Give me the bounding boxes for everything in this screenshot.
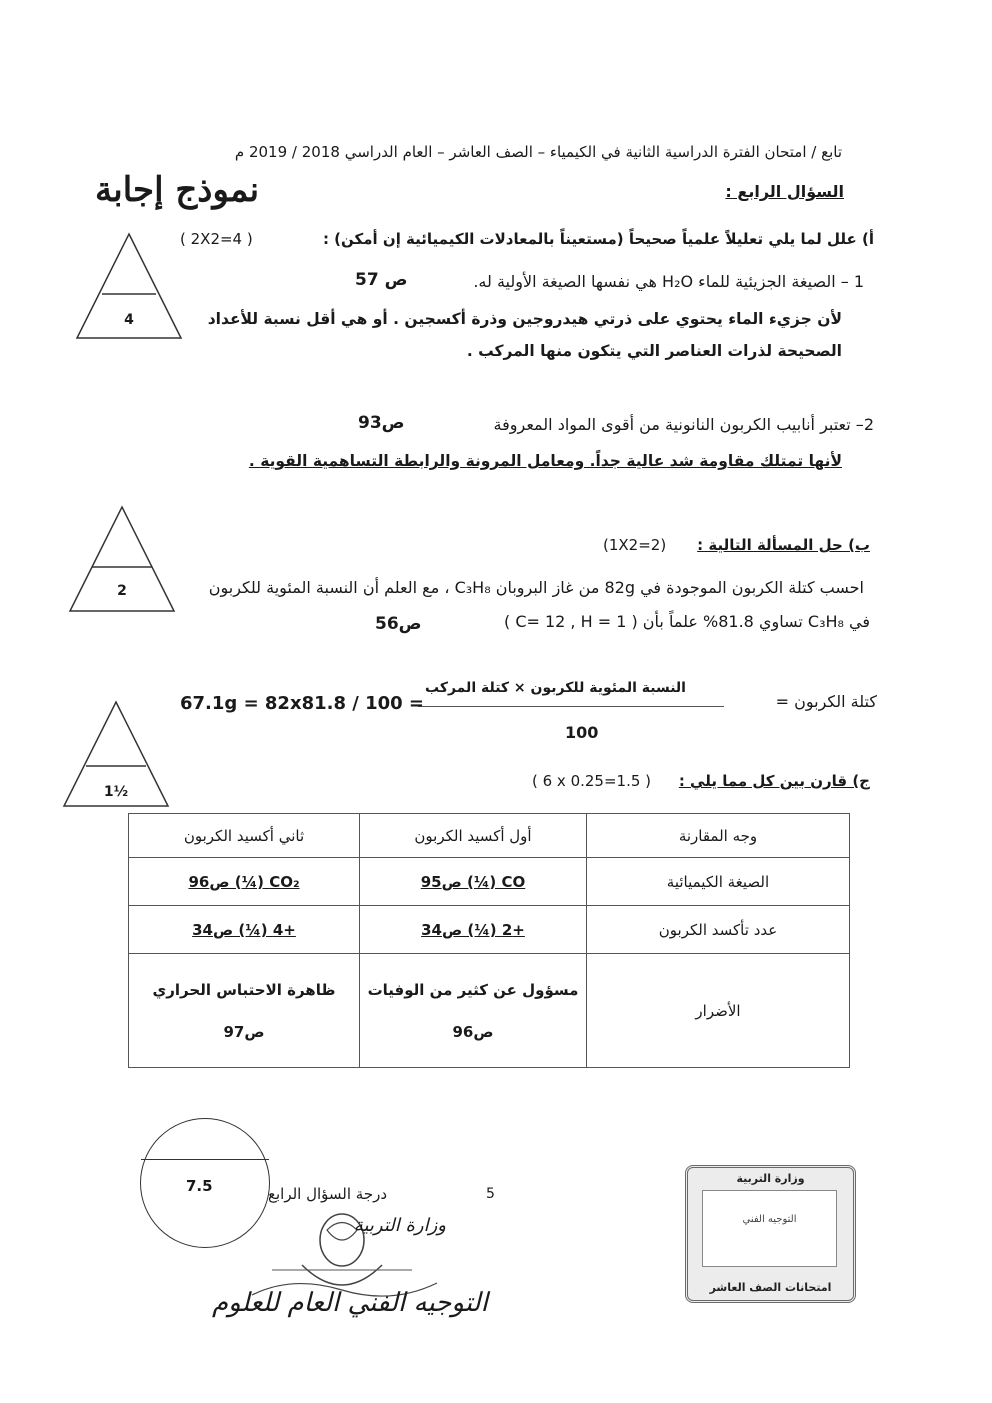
fraction-line (418, 706, 724, 707)
cell-co-harm (360, 954, 587, 1068)
part-b-title: ب) حل المسألة التالية : (697, 536, 870, 554)
part-a-score: ( 2X2=4 ) (180, 230, 253, 248)
part-a-instruction (323, 230, 874, 248)
triangle-score-c: 1½ (103, 784, 129, 800)
formula-result: 67.1g = 82x81.8 / 100 = (180, 693, 425, 714)
score-triangle-b (68, 505, 176, 613)
cell-co-oxidation: +2 (¼) ص34 (360, 906, 587, 954)
score-triangle-a (75, 232, 183, 340)
part-a-q1-page-ref: ص 57 (355, 270, 408, 290)
part-a-q2-page-ref: ص93 (358, 413, 405, 433)
signature-ministry: وزارة التربية (353, 1215, 446, 1236)
part-c-title: ج) قارن بين كل مما يلي : (678, 772, 870, 790)
signature-department: التوجيه الفني العام للعلوم (212, 1288, 488, 1318)
total-score-circle-line (141, 1159, 269, 1160)
official-stamp (685, 1165, 856, 1303)
row-label-oxidation: عدد تأكسد الكربون (587, 906, 850, 954)
table-row (129, 954, 850, 1068)
stamp-middle-text: التوجيه الفني (742, 1214, 797, 1225)
cell-co2-formula: CO₂ (¼) ص96 (129, 858, 360, 906)
cell-co2-oxidation: +4 (¼) ص34 (129, 906, 360, 954)
part-b-line1: احسب كتلة الكربون الموجودة في 82g من غاز البروبان C₃H₈ ، مع العلم أن النسبة المئوية للكربون (208, 578, 864, 597)
cell-co2-harm-text: ظاهرة الاحتباس الحراري (152, 980, 336, 999)
cell-co-formula: CO (¼) ص95 (360, 858, 587, 906)
score-triangle-c (62, 700, 170, 808)
table-row (129, 858, 850, 906)
table-header-co: أول أكسيد الكربون (360, 814, 587, 858)
cell-co2-harm (129, 954, 360, 1068)
part-c-score: ( 6 x 0.25=1.5 ) (532, 772, 652, 790)
part-a-instruction-text: أ) علل لما يلي تعليلاً علمياً صحيحاً (مستعيناً بالمعادلات الكيميائية إن أمكن) : (322, 230, 874, 248)
table-header-row (129, 814, 850, 858)
total-score-label: درجة السؤال الرابع (268, 1185, 388, 1203)
row-label-harm: الأضرار (587, 954, 850, 1068)
part-b-line2: في C₃H₈ تساوي 81.8% علماً بأن ( C= 12 , H = 1 ) (503, 612, 870, 631)
exam-header-line: تابع / امتحان الفترة الدراسية الثانية في الكيمياء – الصف العاشر – العام الدراسي 2018 / 2019 م (234, 143, 842, 161)
stamp-bottom-text: امتحانات الصف العاشر (709, 1281, 832, 1294)
table-header-aspect: وجه المقارنة (587, 814, 850, 858)
part-a-q1-answer-2: الصحيحة لذرات العناصر التي يتكون منها المركب . (466, 342, 842, 360)
formula-label: كتلة الكربون = (775, 692, 877, 711)
comparison-table (128, 813, 850, 1068)
stamp-inner-box (702, 1190, 837, 1267)
triangle-score-b: 2 (117, 583, 127, 599)
formula-numerator: النسبة المئوية للكربون × كتلة المركب (425, 680, 686, 696)
page-number: 5 (486, 1186, 495, 1202)
table-header-co2: ثاني أكسيد الكربون (129, 814, 360, 858)
part-b-page-ref: ص56 (375, 614, 422, 634)
triangle-score-a: 4 (124, 312, 134, 328)
total-score-value: 7.5 (186, 1177, 213, 1195)
model-answer-title: نموذج إجابة (95, 170, 260, 210)
part-b-score: (1X2=2) (603, 536, 667, 554)
formula-denominator: 100 (565, 723, 599, 742)
part-a-q1-answer-1: لأن جزيء الماء يحتوي على ذرتي هيدروجين وذرة أكسجين . أو هي أقل نسبة للأعداد (207, 310, 842, 328)
part-a-q1-text: 1 – الصيغة الجزيئية للماء H₂O هي نفسها الصيغة الأولية له. (473, 272, 864, 291)
question-four-title: السؤال الرابع : (725, 182, 844, 201)
stamp-top-text: وزارة التربية (736, 1172, 805, 1185)
row-label-formula: الصيغة الكيميائية (587, 858, 850, 906)
cell-co2-harm-ref: ص97 (223, 1022, 265, 1041)
table-row (129, 906, 850, 954)
part-a-q2-text: 2– تعتبر أنابيب الكربون النانونية من أقوى المواد المعروفة (493, 415, 874, 434)
cell-co-harm-text: مسؤول عن كثير من الوفيات (367, 980, 579, 999)
cell-co-harm-ref: ص96 (452, 1022, 494, 1041)
part-a-q2-answer: لأنها تمتلك مقاومة شد عالية جداً. ومعامل المرونة والرابطة التساهمية القوية . (248, 452, 842, 470)
